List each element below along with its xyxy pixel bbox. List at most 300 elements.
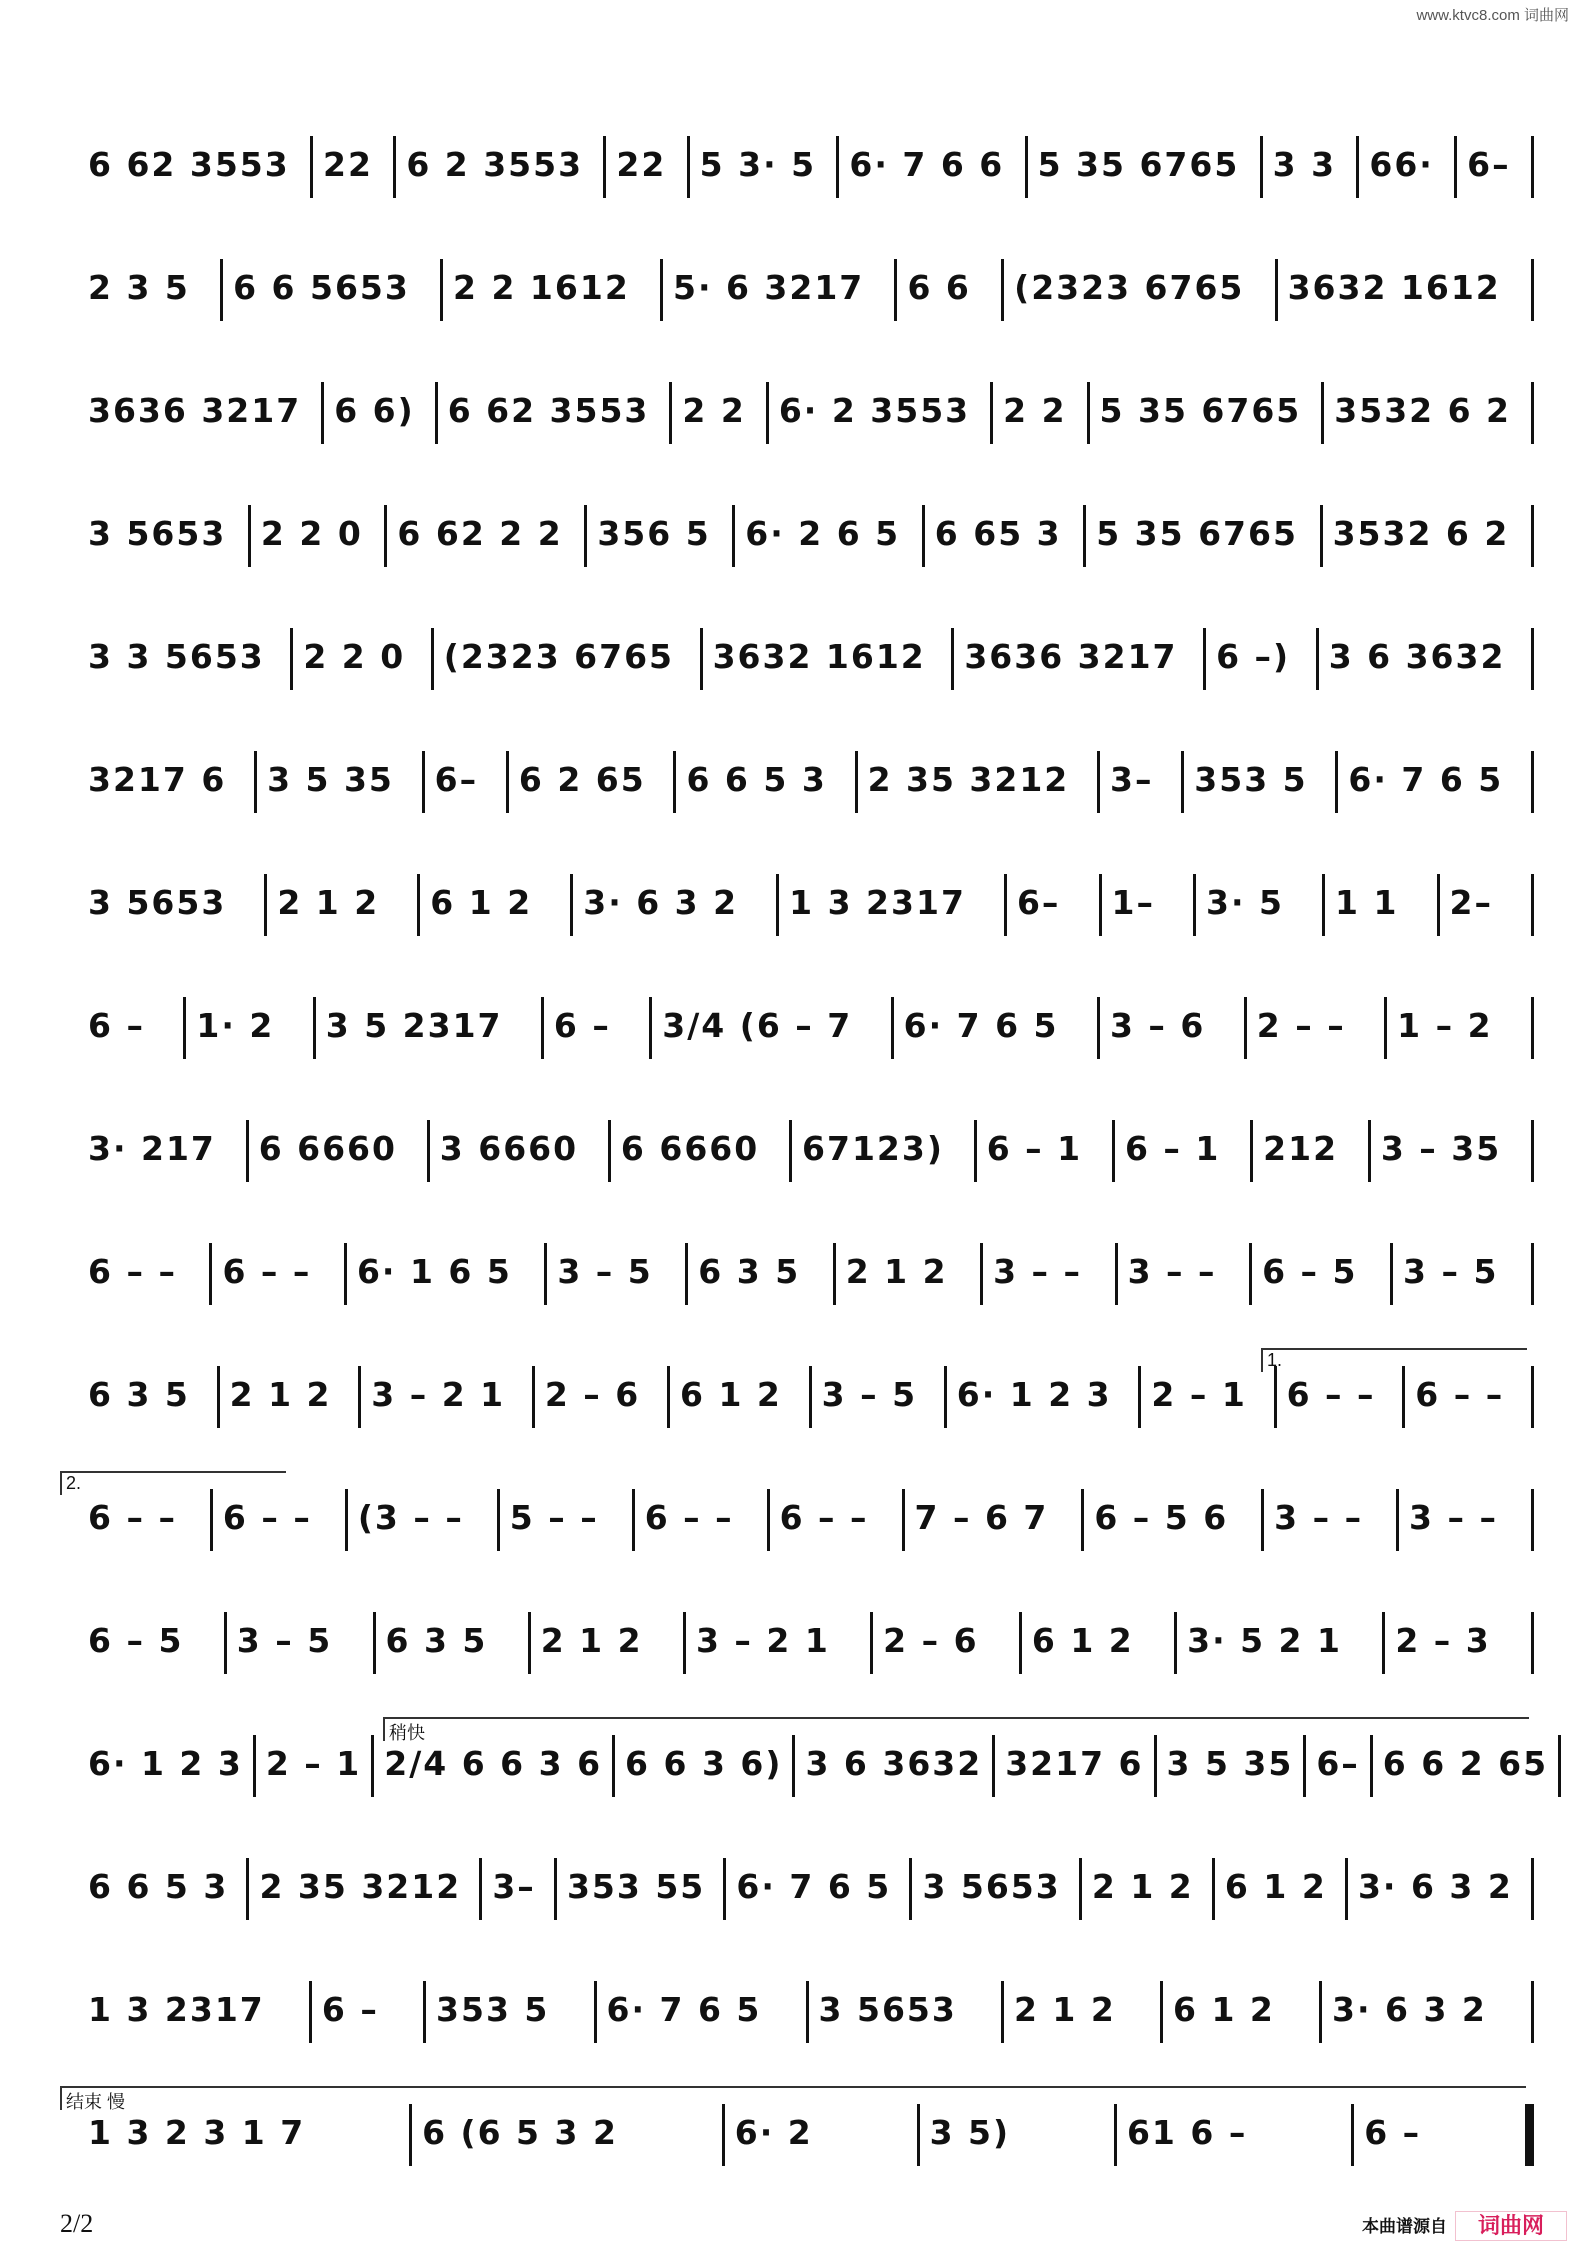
measure: [1184, 757, 1335, 827]
measure-notes: 212: [1263, 1129, 1339, 1168]
second-ending: 2.: [60, 1471, 286, 1495]
measure-notes: 3 6 3632: [805, 1744, 983, 1783]
measure: [726, 1864, 909, 1934]
measure: [438, 388, 670, 458]
measure-notes: 2 – 6: [883, 1621, 979, 1660]
measure-notes: 6· 1 2 3: [956, 1375, 1112, 1414]
measure-notes: 5 35 6765: [1037, 145, 1240, 184]
measure: [361, 1372, 532, 1442]
measure-notes: 6 – 5: [1262, 1252, 1358, 1291]
measure-notes: 6 3 5: [88, 1375, 190, 1414]
measure: [587, 511, 732, 581]
measure-notes: 2 1 2: [277, 883, 380, 922]
measure: [983, 1249, 1114, 1319]
measure: [1325, 880, 1436, 950]
measure: [212, 1249, 343, 1319]
measure-notes: 2/4 6 6 3 6: [384, 1744, 603, 1783]
measure: [1004, 265, 1274, 335]
measure: [615, 1741, 792, 1811]
measure: [611, 1126, 789, 1196]
measure: [249, 1864, 479, 1934]
measure-notes: 3 – –: [1127, 1252, 1217, 1291]
measure: [78, 634, 290, 704]
measure-notes: 6 – –: [1286, 1375, 1376, 1414]
measure-notes: 6 6 5653: [233, 268, 410, 307]
measure-notes: 2 1 2: [1091, 1867, 1194, 1906]
measure-notes: 3· 6 3 2: [1357, 1867, 1513, 1906]
measure: [78, 1864, 246, 1934]
measure: [1215, 1864, 1345, 1934]
measure-notes: 6 3 5: [385, 1621, 488, 1660]
measure-notes: 6 6 5 3: [88, 1867, 229, 1906]
barline: [1525, 2104, 1534, 2166]
measure-notes: 2 2 0: [303, 637, 406, 676]
measure-notes: 3632 1612: [712, 637, 926, 676]
measure: [1440, 880, 1532, 950]
barline: [1558, 1735, 1561, 1797]
measure-notes: 3/4 (6 – 7: [662, 1006, 853, 1045]
measure: [1253, 1126, 1368, 1196]
measure: [544, 1003, 649, 1073]
measure: [316, 1003, 541, 1073]
measure-notes: 6 – –: [222, 1498, 312, 1537]
measure-notes: 2 1 2: [229, 1375, 332, 1414]
measure: [652, 1003, 890, 1073]
measure: [725, 2110, 917, 2180]
measure: [1324, 388, 1531, 458]
measure-notes: 6 62 3553: [447, 391, 650, 430]
measure: [396, 142, 603, 212]
page-number: 2/2: [60, 2209, 94, 2238]
barline: [1531, 628, 1534, 690]
measure: [686, 1618, 870, 1688]
measure-notes: 3 – 5: [821, 1375, 918, 1414]
measure: [1118, 1249, 1249, 1319]
measure-notes: 2 35 3212: [259, 1867, 462, 1906]
jianpu-score: [66, 118, 1549, 2209]
measure: [482, 1864, 554, 1934]
measure: [839, 142, 1024, 212]
measure: [1385, 1618, 1531, 1688]
measure-notes: 3· 5 2 1: [1187, 1621, 1342, 1660]
barline: [1531, 1858, 1534, 1920]
measure-notes: 6· 2: [734, 2113, 813, 2152]
measure-notes: 3632 1612: [1287, 268, 1501, 307]
measure: [1163, 1987, 1319, 2057]
measure: [1117, 2110, 1351, 2180]
score-line: [78, 1594, 1534, 1717]
measure: [1004, 1987, 1160, 2057]
measure: [690, 142, 837, 212]
barline: [1531, 382, 1534, 444]
measure: [78, 388, 321, 458]
measure: [995, 1741, 1153, 1811]
measure-notes: 3 – 5: [236, 1621, 333, 1660]
measure: [1393, 1249, 1531, 1319]
measure-notes: 5 35 6765: [1099, 391, 1302, 430]
measure: [947, 1372, 1139, 1442]
measure-notes: 6–: [434, 760, 479, 799]
measure: [1086, 511, 1319, 581]
measure: [1399, 1495, 1531, 1565]
measure-notes: 6· 1 6 5: [356, 1252, 512, 1291]
score-line: [78, 733, 1534, 856]
measure: [1206, 634, 1316, 704]
measure-notes: 1 3 2317: [789, 883, 966, 922]
measure-notes: 5 – –: [509, 1498, 599, 1537]
measure-notes: 3 3: [1272, 145, 1337, 184]
measure-notes: 353 5: [436, 1990, 550, 2029]
measure-notes: 3 5 2317: [325, 1006, 503, 1045]
measure: [1457, 142, 1531, 212]
measure-notes: 6 – –: [644, 1498, 734, 1537]
barline: [1531, 505, 1534, 567]
measure-notes: 6· 2 3553: [778, 391, 971, 430]
measure: [795, 1741, 992, 1811]
measure-notes: 6 –): [1216, 637, 1291, 676]
measure: [1115, 1126, 1250, 1196]
measure-notes: 6 2 65: [518, 760, 646, 799]
measure-notes: 6 1 2: [680, 1375, 782, 1414]
measure: [78, 1741, 253, 1811]
measure-notes: 6 6 3 6): [625, 1744, 783, 1783]
measure-notes: 3 – –: [1409, 1498, 1498, 1537]
site-logo: 词曲网: [1455, 2211, 1567, 2241]
measure: [347, 1249, 544, 1319]
measure-notes: 2 2: [1003, 391, 1067, 430]
measure: [1387, 1003, 1531, 1073]
measure-notes: 2 1 2: [1013, 1990, 1116, 2029]
barline: [1531, 1489, 1534, 1551]
measure: [223, 265, 440, 335]
measure: [312, 1987, 423, 2057]
measure-notes: 353 55: [566, 1867, 706, 1906]
measure: [873, 1618, 1019, 1688]
measure-notes: 7 – 6 7: [914, 1498, 1049, 1537]
measure-notes: 2 1 2: [540, 1621, 643, 1660]
measure-notes: 3· 217: [88, 1129, 216, 1168]
measure-notes: (2323 6765: [443, 637, 675, 676]
measure-notes: 1–: [1111, 883, 1155, 922]
measure: [735, 511, 921, 581]
score-line: [78, 1102, 1534, 1225]
measure-notes: 3 6660: [439, 1129, 579, 1168]
measure-notes: 6 – –: [88, 1252, 177, 1291]
measure-notes: 3 – –: [1274, 1498, 1364, 1537]
barline: [1531, 1612, 1534, 1674]
measure-notes: 6 1 2: [1031, 1621, 1134, 1660]
measure: [770, 1495, 902, 1565]
measure-notes: 6· 1 2 3: [88, 1744, 243, 1783]
measure-notes: 6· 2 6 5: [745, 514, 901, 553]
measure: [1359, 142, 1454, 212]
measure-notes: 6 – 5: [88, 1621, 184, 1660]
measure: [1022, 1618, 1174, 1688]
measure-notes: 1 – 2: [1397, 1006, 1493, 1045]
measure-notes: 6 6): [334, 391, 415, 430]
score-line: [66, 2086, 1534, 2209]
measure: [531, 1618, 683, 1688]
measure: [434, 634, 700, 704]
barline: [1531, 997, 1534, 1059]
measure-notes: 3636 3217: [88, 391, 302, 430]
measure: [374, 1741, 612, 1811]
measure: [836, 1249, 980, 1319]
measure-notes: 2 2: [682, 391, 746, 430]
measure-notes: 3· 6 3 2: [583, 883, 739, 922]
measure: [792, 1126, 974, 1196]
measure: [78, 757, 254, 827]
measure: [257, 757, 422, 827]
measure: [78, 880, 264, 950]
measure: [78, 511, 248, 581]
tempo-faster-marking: 稍快: [383, 1717, 1529, 1741]
measure-notes: 3 5653: [818, 1990, 957, 2029]
measure-notes: 66·: [1369, 145, 1434, 184]
measure: [1084, 1495, 1261, 1565]
measure: [78, 1372, 217, 1442]
measure: [769, 388, 990, 458]
measure: [220, 1372, 359, 1442]
measure: [573, 880, 776, 950]
measure-notes: 6 3 5: [698, 1252, 801, 1291]
measure: [1277, 1372, 1403, 1442]
measure-notes: 2 35 3212: [867, 760, 1070, 799]
measure-notes: 3· 5: [1206, 883, 1284, 922]
measure-notes: 6· 7 6 5: [1348, 760, 1504, 799]
measure-notes: 6 65 3: [934, 514, 1062, 553]
measure: [812, 1372, 944, 1442]
measure-notes: 6–: [1467, 145, 1511, 184]
measure-notes: 6· 7 6 5: [736, 1867, 892, 1906]
measure: [186, 1003, 312, 1073]
measure-notes: 3 6 3632: [1328, 637, 1506, 676]
measure-notes: 3 – –: [993, 1252, 1083, 1291]
measure: [376, 1618, 528, 1688]
measure: [703, 634, 952, 704]
measure: [256, 1741, 371, 1811]
measure: [1354, 2110, 1525, 2180]
measure-notes: 356 5: [597, 514, 711, 553]
measure-notes: 6 –: [1364, 2113, 1422, 2152]
measure-notes: 5 35 6765: [1096, 514, 1298, 553]
measure-notes: 3· 6 3 2: [1332, 1990, 1487, 2029]
measure: [387, 511, 584, 581]
measure-notes: 6 1 2: [430, 883, 533, 922]
measure-notes: 1· 2: [196, 1006, 275, 1045]
measure: [1082, 1864, 1212, 1934]
measure-notes: 3 5653: [922, 1867, 1061, 1906]
measure: [426, 1987, 594, 2057]
measure-notes: 61 6 –: [1126, 2113, 1248, 2152]
measure: [1371, 1126, 1531, 1196]
score-line: [78, 1840, 1534, 1963]
measure: [894, 1003, 1097, 1073]
measure-notes: 6 – 5 6: [1094, 1498, 1229, 1537]
measure-notes: 3 5653: [88, 514, 227, 553]
measure-notes: 2 – 1: [1151, 1375, 1247, 1414]
measure-notes: 3–: [492, 1867, 536, 1906]
first-ending: 1.: [1261, 1348, 1527, 1372]
measure-notes: 3 5 35: [267, 760, 394, 799]
measure: [663, 265, 895, 335]
measure: [313, 142, 393, 212]
measure: [1306, 1741, 1369, 1811]
measure-notes: 6 (6 5 3 2: [422, 2113, 618, 2152]
measure-notes: 6 2 3553: [406, 145, 584, 184]
measure: [227, 1618, 373, 1688]
barline: [1531, 1120, 1534, 1182]
measure-notes: 6 – –: [88, 1498, 177, 1537]
measure: [1278, 265, 1531, 335]
measure-notes: 3–: [1110, 760, 1154, 799]
measure-notes: 6 1 2: [1224, 1867, 1327, 1906]
measure-notes: 6· 7 6 6: [849, 145, 1005, 184]
measure-notes: 6 62 2 2: [397, 514, 563, 553]
measure: [1007, 880, 1099, 950]
measure: [78, 1126, 246, 1196]
measure: [1319, 634, 1531, 704]
measure: [251, 511, 385, 581]
measure: [688, 1249, 832, 1319]
measure-notes: 1 3 2 3 1 7: [88, 2113, 306, 2152]
measure: [606, 142, 686, 212]
measure: [1028, 142, 1260, 212]
measure-notes: 3 5 35: [1166, 1744, 1294, 1783]
measure: [912, 1864, 1078, 1934]
measure-notes: 3532 6 2: [1332, 514, 1510, 553]
score-line: [78, 487, 1534, 610]
measure-notes: 22: [616, 145, 667, 184]
measure-notes: 6 – –: [222, 1252, 312, 1291]
measure-notes: 3 3 5653: [88, 637, 265, 676]
measure-notes: 6 6660: [258, 1129, 397, 1168]
barline: [1531, 1243, 1534, 1305]
score-line: [78, 1348, 1534, 1471]
measure-notes: 6 –: [88, 1006, 145, 1045]
measure: [535, 1372, 667, 1442]
score-line: [78, 979, 1534, 1102]
measure-notes: 6 –: [321, 1990, 379, 2029]
barline: [1531, 259, 1534, 321]
score-line: [78, 1717, 1549, 1840]
measure-notes: 6 1 2: [1173, 1990, 1275, 2029]
measure-notes: 3636 3217: [964, 637, 1178, 676]
score-line: [78, 118, 1534, 241]
measure-notes: 3 – 2 1: [695, 1621, 830, 1660]
measure: [509, 757, 674, 827]
measure: [1141, 1372, 1273, 1442]
measure: [676, 757, 854, 827]
measure-notes: 3 – 6: [1109, 1006, 1206, 1045]
measure: [1264, 1495, 1396, 1565]
measure: [858, 757, 1097, 827]
measure: [412, 2110, 722, 2180]
measure-notes: 6 – 1: [986, 1129, 1083, 1168]
measure-notes: 6 6660: [620, 1129, 760, 1168]
measure: [1405, 1372, 1531, 1442]
measure-notes: 2 2 1612: [453, 268, 630, 307]
site-watermark: www.ktvc8.com 词曲网: [1416, 7, 1569, 24]
measure-notes: 353 5: [1194, 760, 1308, 799]
measure: [267, 880, 417, 950]
barline: [1531, 1981, 1534, 2043]
measure: [249, 1126, 427, 1196]
measure-notes: 3 – 5: [1403, 1252, 1499, 1291]
measure-notes: 6· 7 6 5: [606, 1990, 762, 2029]
measure-notes: 6 – 1: [1124, 1129, 1221, 1168]
measure: [293, 634, 430, 704]
measure-notes: 6 6 2 65: [1382, 1744, 1549, 1783]
measure-notes: 6· 7 6 5: [903, 1006, 1059, 1045]
measure: [897, 265, 1001, 335]
measure-notes: 2 3 5: [88, 268, 190, 307]
measure: [1322, 1987, 1531, 2057]
measure: [1373, 1741, 1558, 1811]
measure: [954, 634, 1203, 704]
measure: [78, 265, 220, 335]
measure: [420, 880, 570, 950]
measure: [809, 1987, 1001, 2057]
ending-slow-marking: 结束 慢: [60, 2086, 1526, 2110]
measure: [1263, 142, 1357, 212]
measure-notes: 1 1: [1335, 883, 1399, 922]
measure-notes: 2 – 6: [544, 1375, 641, 1414]
measure: [905, 1495, 1082, 1565]
measure: [1247, 1003, 1384, 1073]
measure: [1348, 1864, 1531, 1934]
barline: [1531, 136, 1534, 198]
measure-notes: 1 3 2317: [88, 1990, 265, 2029]
measure: [78, 1249, 209, 1319]
measure-notes: 3217 6: [1005, 1744, 1144, 1783]
measure: [78, 1987, 309, 2057]
measure: [213, 1495, 345, 1565]
measure: [425, 757, 506, 827]
measure: [993, 388, 1086, 458]
measure: [779, 880, 1004, 950]
measure-notes: 3 5653: [88, 883, 227, 922]
measure: [670, 1372, 809, 1442]
measure: [1100, 757, 1181, 827]
measure-notes: (3 – –: [357, 1498, 464, 1537]
score-line: [78, 1963, 1534, 2086]
measure-notes: 2–: [1449, 883, 1493, 922]
score-line: [78, 610, 1534, 733]
measure: [78, 1003, 183, 1073]
measure: [324, 388, 435, 458]
measure: [78, 142, 310, 212]
measure: [1252, 1249, 1390, 1319]
measure-notes: 6 – –: [779, 1498, 869, 1537]
measure-notes: 2 2 0: [260, 514, 363, 553]
measure: [1090, 388, 1322, 458]
measure: [78, 1618, 224, 1688]
measure-notes: 3 – 2 1: [371, 1375, 506, 1414]
score-line: [66, 1471, 1534, 1594]
measure-notes: 3532 6 2: [1334, 391, 1512, 430]
measure: [597, 1987, 806, 2057]
measure: [1157, 1741, 1304, 1811]
measure-notes: 6–: [1016, 883, 1061, 922]
measure: [78, 2110, 409, 2180]
measure: [977, 1126, 1112, 1196]
measure: [672, 388, 765, 458]
measure-notes: (2323 6765: [1014, 268, 1245, 307]
measure-notes: 2 1 2: [845, 1252, 948, 1291]
measure-notes: 2 – 1: [265, 1744, 362, 1783]
measure-notes: 5 3· 5: [699, 145, 817, 184]
